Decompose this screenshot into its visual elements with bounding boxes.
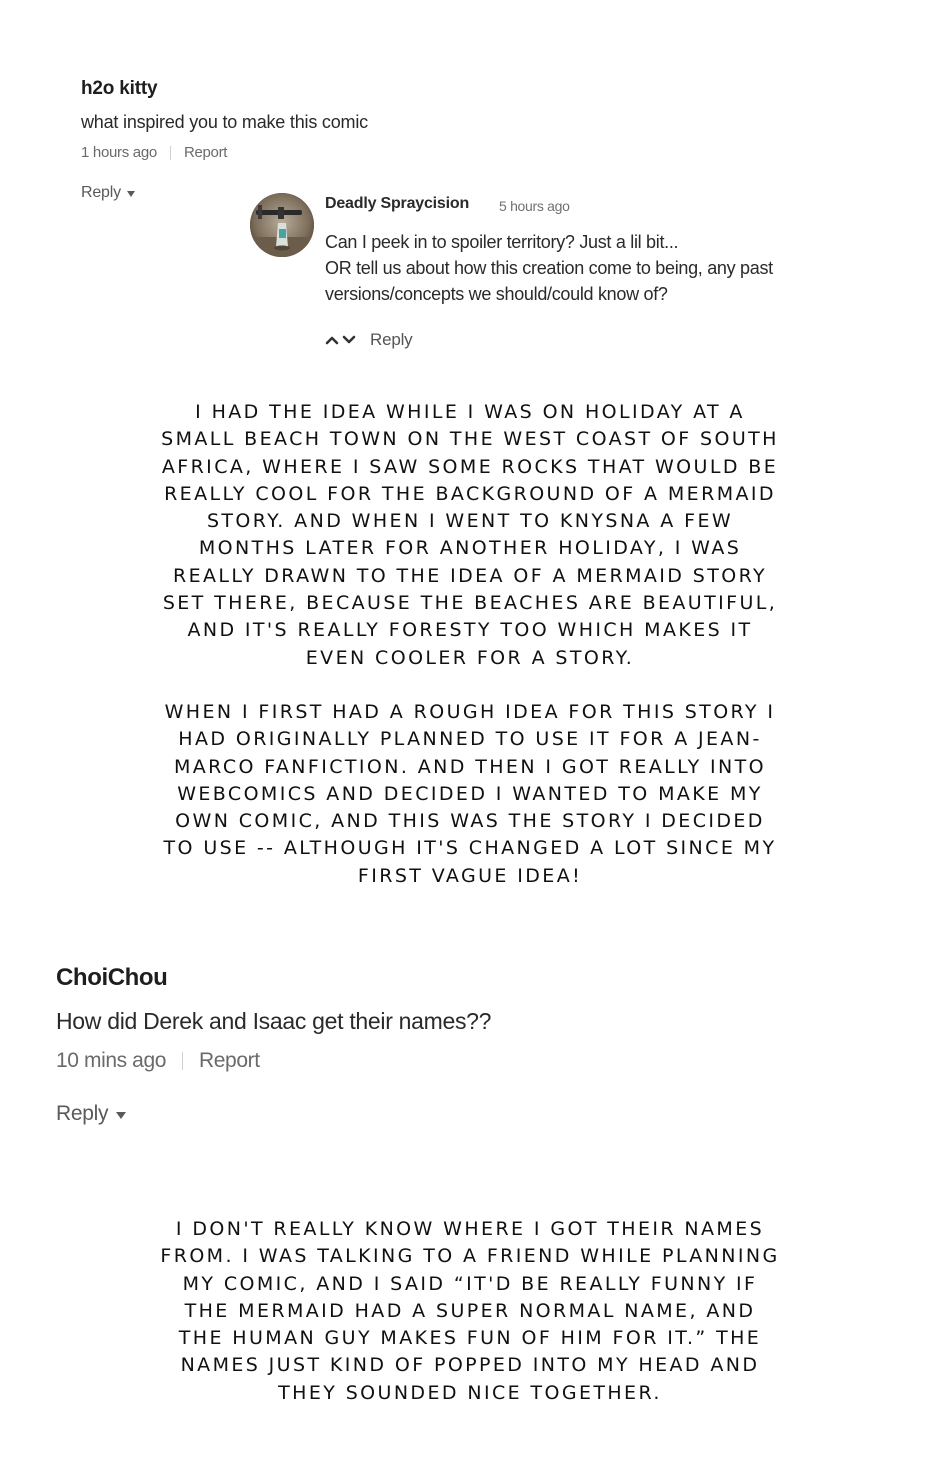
- report-link[interactable]: Report: [183, 144, 228, 161]
- answer-line: MONTHS LATER FOR ANOTHER HOLIDAY, I WAS: [198, 537, 742, 560]
- answer-line: STORY. AND WHEN I WENT TO KNYSNA A FEW: [206, 510, 734, 533]
- answer-line: WEBCOMICS AND DECIDED I WANTED TO MAKE MY: [177, 782, 763, 805]
- reply-text-line: OR tell us about how this creation come to being, any past: [325, 258, 773, 278]
- answer-line: TO USE -- ALTHOUGH IT'S CHANGED A LOT SINCE MY: [163, 837, 777, 860]
- reply-dropdown-button[interactable]: [81, 184, 135, 202]
- answer-line: FROM. I WAS TALKING TO A FRIEND WHILE PLANNING: [160, 1245, 780, 1268]
- answer-line: THE MERMAID HAD A SUPER NORMAL NAME, AND: [184, 1299, 756, 1322]
- comment-text: How did Derek and Isaac get their names??: [56, 1008, 492, 1034]
- answer-line: HAD ORIGINALLY PLANNED TO USE IT FOR A JEAN-: [178, 728, 762, 751]
- reply-text-line: Can I peek in to spoiler territory? Just a lil bit...: [325, 232, 679, 252]
- meta-divider: [182, 1052, 183, 1070]
- reply-timestamp: 5 hours ago: [499, 198, 570, 214]
- answer-line: REALLY DRAWN TO THE IDEA OF A MERMAID STORY: [172, 564, 767, 587]
- answer-paragraph: [100, 1216, 840, 1407]
- reply-button[interactable]: Reply: [370, 330, 413, 349]
- comment-timestamp: 10 mins ago: [56, 1049, 167, 1072]
- downvote-icon[interactable]: [342, 335, 356, 345]
- user-avatar[interactable]: [250, 193, 314, 257]
- reply-text-line: versions/concepts we should/could know of?: [325, 284, 668, 304]
- answer-line: THEY SOUNDED NICE TOGETHER.: [278, 1381, 662, 1404]
- answer-line: REALLY COOL FOR THE BACKGROUND OF A MERMAID: [164, 482, 776, 505]
- comment-meta: [81, 144, 227, 161]
- comment-timestamp: 1 hours ago: [81, 144, 157, 161]
- chevron-down-icon: [116, 1112, 126, 1119]
- upvote-icon[interactable]: [325, 335, 339, 345]
- answer-line: FIRST VAGUE IDEA!: [357, 864, 583, 887]
- answer-line: NAMES JUST KIND OF POPPED INTO MY HEAD AND: [180, 1354, 760, 1377]
- answer-line: SMALL BEACH TOWN ON THE WEST COAST OF SOUTH: [161, 428, 779, 451]
- comment-username[interactable]: h2o kitty: [81, 78, 158, 99]
- answer-line: MY COMIC, AND I SAID “IT'D BE REALLY FUNNY IF: [182, 1272, 758, 1295]
- avatar-image: [250, 193, 314, 257]
- answer-paragraph: [100, 699, 840, 890]
- answer-line: OWN COMIC, AND THIS WAS THE STORY I DECIDED: [175, 810, 765, 833]
- answer-line: I HAD THE IDEA WHILE I WAS ON HOLIDAY AT A: [195, 401, 745, 423]
- answer-line: AFRICA, WHERE I SAW SOME ROCKS THAT WOULD BE: [161, 455, 779, 478]
- reply-actions: [325, 330, 412, 350]
- answer-line: EVEN COOLER FOR A STORY.: [305, 646, 635, 669]
- comment-text: what inspired you to make this comic: [81, 112, 368, 132]
- answer-line: AND IT'S REALLY FORESTY TOO WHICH MAKES IT: [187, 619, 753, 642]
- comment-meta: [56, 1049, 260, 1073]
- answer-line: I DON'T REALLY KNOW WHERE I GOT THEIR NAMES: [175, 1218, 765, 1240]
- meta-divider: [170, 146, 171, 160]
- answer-line: THE HUMAN GUY MAKES FUN OF HIM FOR IT.” THE: [178, 1327, 762, 1350]
- comment-username[interactable]: ChoiChou: [56, 964, 168, 991]
- reply-label: Reply: [81, 184, 121, 201]
- answer-paragraph: [100, 399, 840, 672]
- answer-line: WHEN I FIRST HAD A ROUGH IDEA FOR THIS STORY I: [164, 701, 776, 723]
- vote-buttons: [325, 335, 356, 345]
- answer-line: MARCO FANFICTION. AND THEN I GOT REALLY INTO: [173, 755, 767, 778]
- answer-line: SET THERE, BECAUSE THE BEACHES ARE BEAUTIFUL,: [162, 592, 778, 615]
- reply-text: [325, 229, 885, 307]
- reply-label: Reply: [56, 1102, 109, 1125]
- reply-dropdown-button[interactable]: [56, 1102, 126, 1126]
- chevron-down-icon: [127, 191, 135, 197]
- report-link[interactable]: Report: [199, 1049, 260, 1072]
- reply-username[interactable]: Deadly Spraycision: [325, 195, 470, 212]
